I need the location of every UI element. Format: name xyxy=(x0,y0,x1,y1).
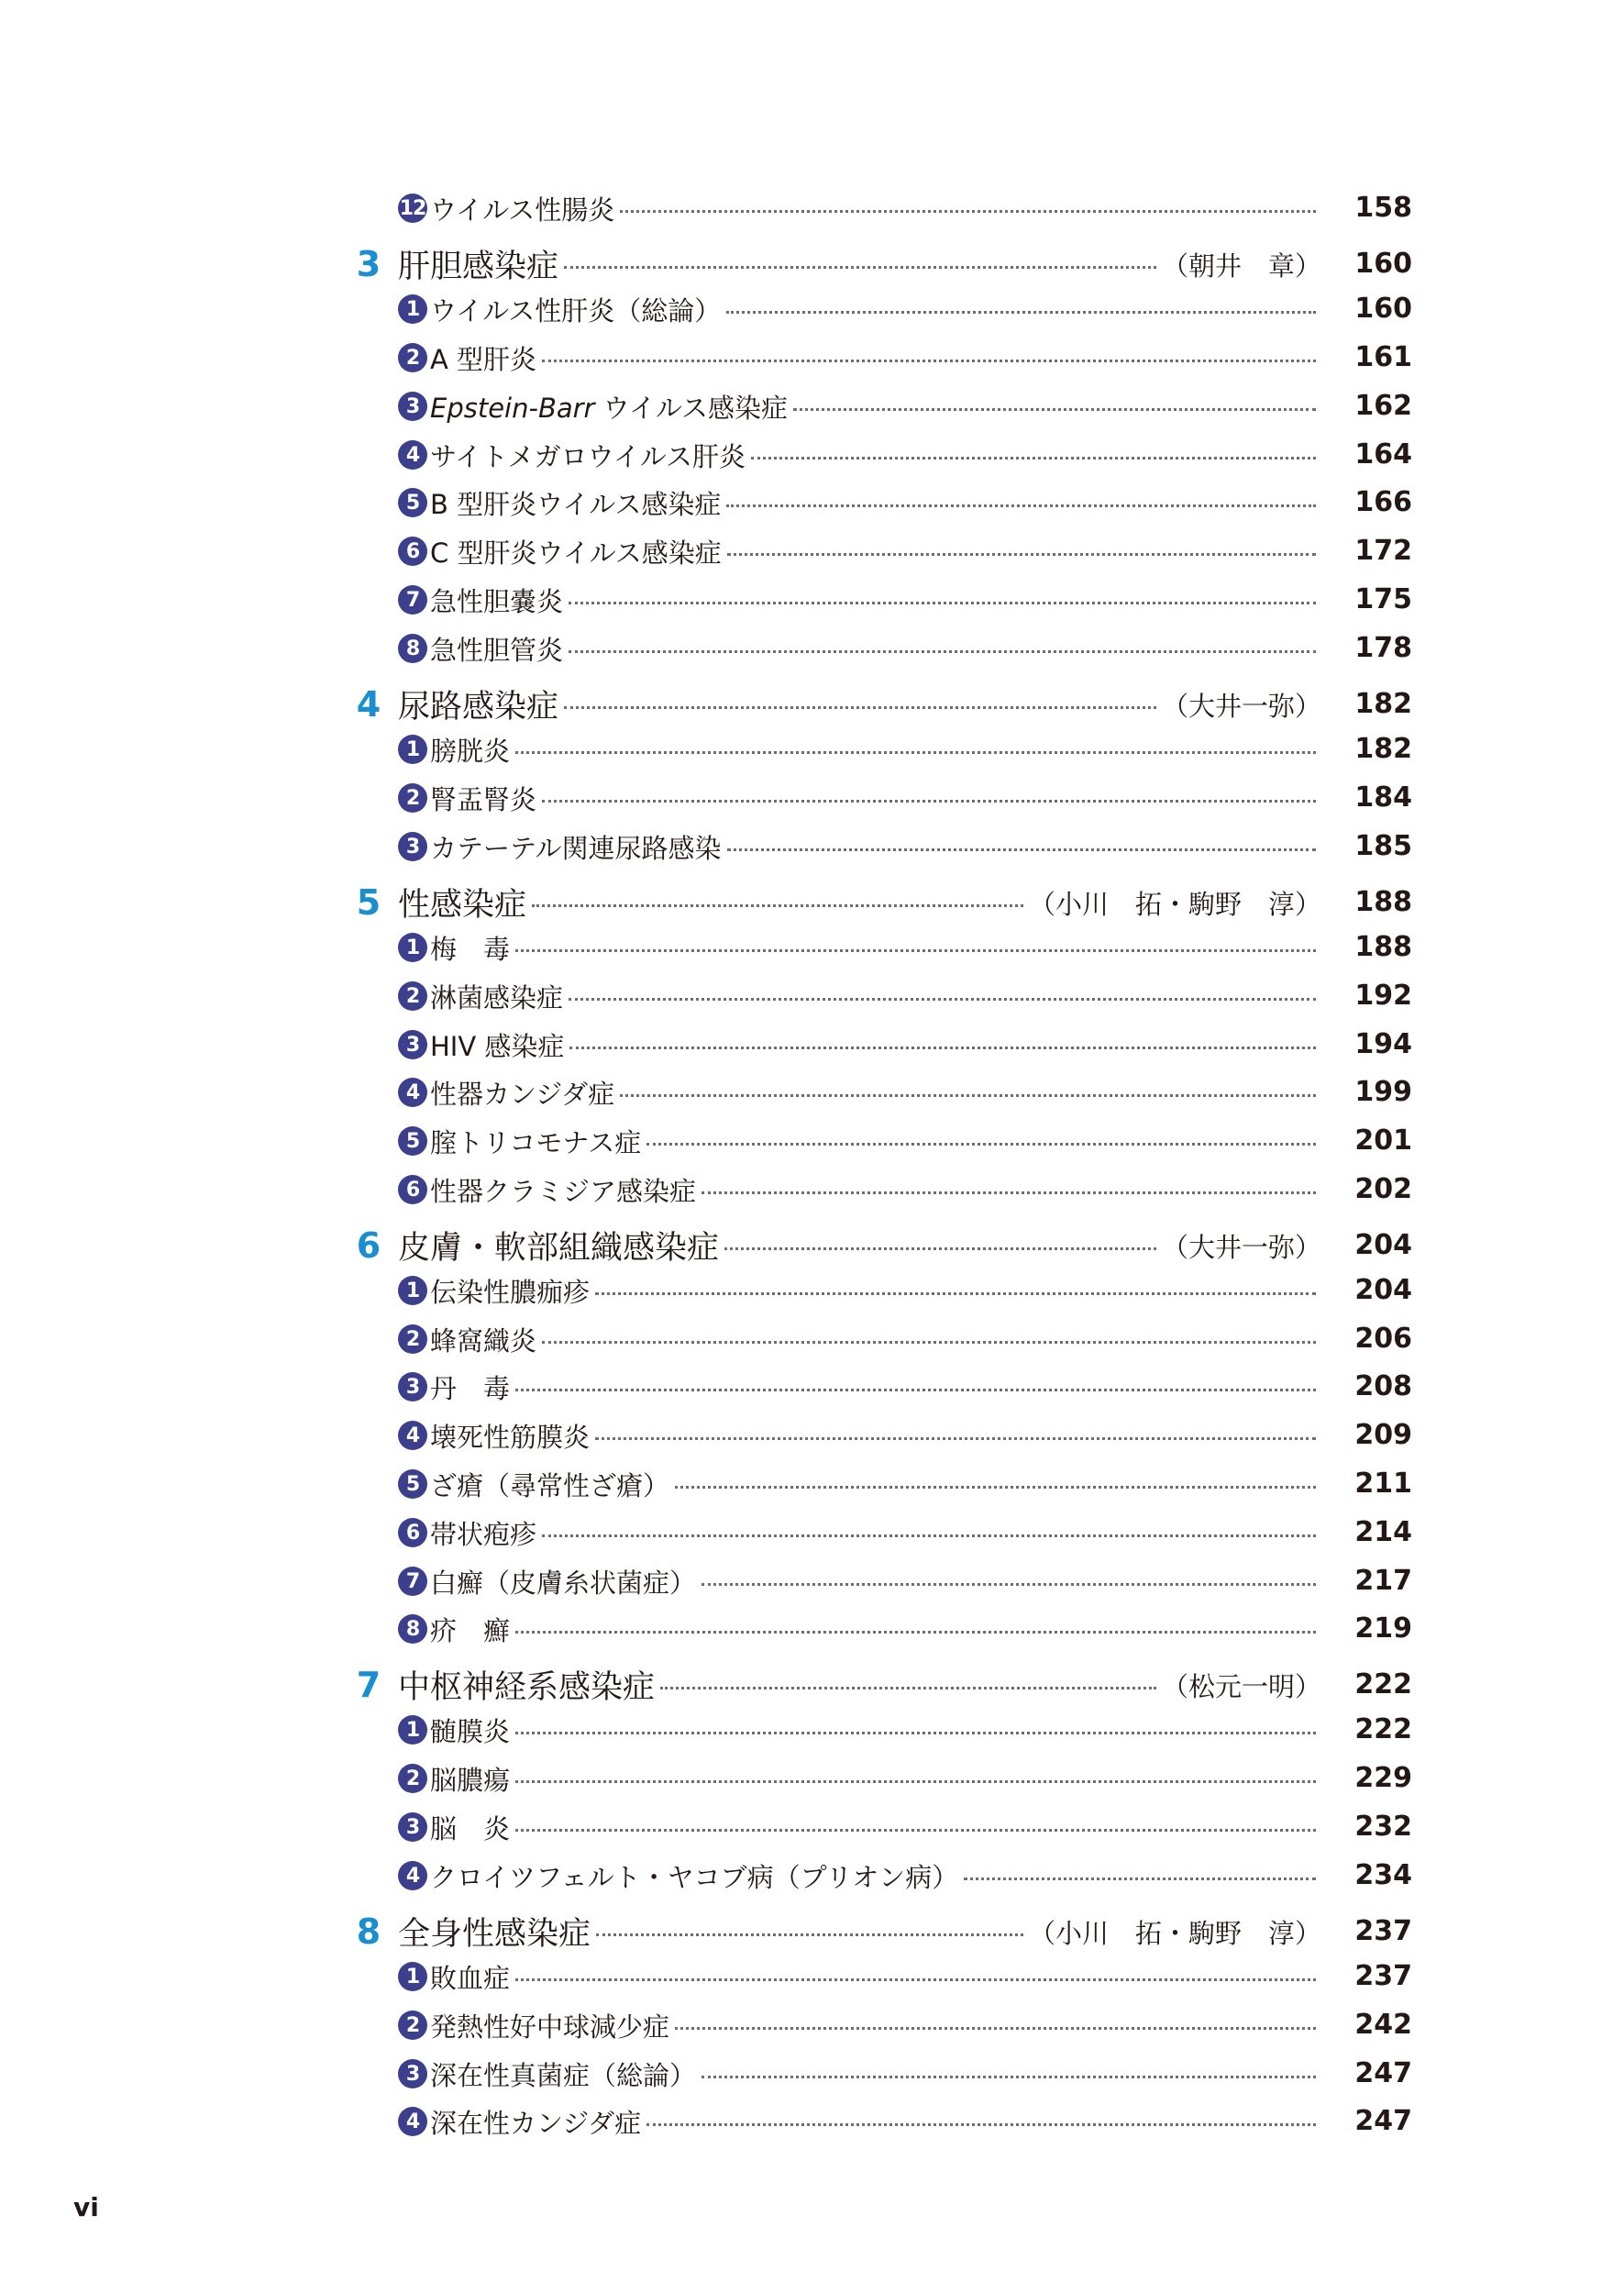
page-number: 206 xyxy=(1354,1323,1412,1355)
dot-leader xyxy=(564,706,1156,709)
entry-title: 伝染性膿痂疹 xyxy=(430,1276,591,1308)
entry-title: 梅 毒 xyxy=(430,933,511,965)
entry-line xyxy=(398,386,1321,426)
page-number: 208 xyxy=(1354,1370,1412,1402)
entry-number-badge: 3 xyxy=(398,1030,427,1059)
entry-line xyxy=(398,1855,1321,1896)
dot-leader xyxy=(515,1631,1316,1634)
dot-leader xyxy=(515,1389,1316,1391)
entry-number-badge: 2 xyxy=(398,783,427,813)
entry-title: 白癬（皮膚糸状菌症） xyxy=(430,1567,697,1599)
toc-entry-row[interactable] xyxy=(0,2005,1624,2045)
entry-line xyxy=(398,1956,1321,1997)
section-author: （大井一弥） xyxy=(1161,1231,1321,1263)
section-author: （大井一弥） xyxy=(1161,690,1321,722)
section-line xyxy=(398,681,1321,728)
entry-line xyxy=(398,628,1321,669)
entry-line xyxy=(398,976,1321,1016)
dot-leader xyxy=(542,1534,1316,1537)
entry-number-badge: 6 xyxy=(398,1175,427,1204)
page-number: 188 xyxy=(1354,886,1412,918)
entry-title: 脳膿瘍 xyxy=(430,1764,511,1796)
entry-number-badge: 2 xyxy=(398,1764,427,1793)
entry-title: カテーテル関連尿路感染 xyxy=(430,832,722,864)
entry-title: 深在性真菌症（総論） xyxy=(430,2059,697,2091)
entry-line xyxy=(398,1270,1321,1311)
toc-entry-row[interactable] xyxy=(0,1025,1624,1065)
dot-leader xyxy=(596,1933,1023,1936)
dot-leader xyxy=(569,998,1316,1001)
dot-leader xyxy=(751,457,1316,460)
page-number: 164 xyxy=(1354,438,1412,471)
entry-number-badge: 2 xyxy=(398,2011,427,2040)
entry-line xyxy=(398,1169,1321,1210)
section-line xyxy=(398,1908,1321,1955)
section-line xyxy=(398,1222,1321,1269)
entry-line xyxy=(398,778,1321,818)
entry-number-badge: 1 xyxy=(398,294,427,324)
page-number: 232 xyxy=(1354,1811,1412,1843)
page-number: 175 xyxy=(1354,583,1412,615)
toc-entry-row[interactable] xyxy=(0,386,1624,426)
dot-leader xyxy=(569,1047,1316,1049)
toc-entry-row[interactable] xyxy=(0,1609,1624,1649)
section-title: 肝胆感染症 xyxy=(398,249,559,285)
section-author: （小川 拓・駒野 淳） xyxy=(1028,888,1321,920)
entry-title: 発熱性好中球減少症 xyxy=(430,2011,670,2043)
entry-number-badge: 3 xyxy=(398,1812,427,1842)
dot-leader xyxy=(702,2076,1316,2078)
section-line xyxy=(398,1661,1321,1709)
dot-leader xyxy=(620,1094,1316,1097)
toc-section-row[interactable] xyxy=(0,1222,1624,1269)
toc-entry-row[interactable] xyxy=(0,1270,1624,1311)
entry-number-badge: 3 xyxy=(398,1372,427,1401)
entry-line xyxy=(398,338,1321,378)
dot-leader xyxy=(964,1878,1316,1880)
entry-title: 蜂窩織炎 xyxy=(430,1324,537,1357)
dot-leader xyxy=(724,1247,1156,1250)
entry-line xyxy=(398,1072,1321,1113)
toc-entry-row[interactable] xyxy=(0,338,1624,378)
dot-leader xyxy=(564,266,1156,269)
entry-title: B 型肝炎ウイルス感染症 xyxy=(430,488,722,520)
entry-line xyxy=(398,1512,1321,1553)
dot-leader xyxy=(675,2027,1316,2030)
entry-title-rest: ウイルス感染症 xyxy=(594,392,788,424)
entry-line xyxy=(398,826,1321,867)
dot-leader xyxy=(727,553,1316,556)
dot-leader xyxy=(646,2123,1316,2126)
page-number: 222 xyxy=(1354,1713,1412,1745)
entry-title-italic: Epstein-Barr xyxy=(430,392,595,424)
dot-leader xyxy=(569,602,1316,604)
entry-line xyxy=(398,1415,1321,1456)
entry-title: サイトメガロウイルス肝炎 xyxy=(430,440,746,472)
toc-entry-row[interactable] xyxy=(0,1415,1624,1456)
dot-leader xyxy=(569,650,1316,653)
dot-leader xyxy=(660,1687,1156,1689)
toc-entry-row[interactable] xyxy=(0,927,1624,968)
dot-leader xyxy=(675,1486,1316,1489)
dot-leader xyxy=(595,1292,1316,1295)
dot-leader xyxy=(646,1143,1316,1146)
entry-title: 深在性カンジダ症 xyxy=(430,2107,642,2139)
dot-leader xyxy=(726,311,1316,314)
toc-entry-row[interactable] xyxy=(0,628,1624,669)
entry-line xyxy=(398,1121,1321,1161)
section-number: 4 xyxy=(356,684,381,725)
entry-number-badge: 8 xyxy=(398,1614,427,1644)
entry-line xyxy=(398,1561,1321,1601)
entry-number-badge: 3 xyxy=(398,392,427,421)
entry-line xyxy=(398,1758,1321,1799)
page-number: 242 xyxy=(1354,2009,1412,2041)
entry-number-badge: 6 xyxy=(398,537,427,566)
entry-title: 髄膜炎 xyxy=(430,1715,511,1747)
section-number: 7 xyxy=(356,1665,381,1705)
page-number: 247 xyxy=(1354,2105,1412,2137)
entry-line xyxy=(398,531,1321,571)
section-author: （朝井 章） xyxy=(1161,249,1321,282)
toc-entry-row[interactable] xyxy=(0,1169,1624,1210)
entry-title: 腎盂腎炎 xyxy=(430,783,537,815)
entry-number-badge: 5 xyxy=(398,1469,427,1499)
page-number: 178 xyxy=(1354,632,1412,664)
page-number: 211 xyxy=(1354,1468,1412,1500)
section-line xyxy=(398,879,1321,926)
entry-line xyxy=(398,482,1321,523)
page-number: 199 xyxy=(1354,1076,1412,1108)
section-title: 皮膚・軟部組織感染症 xyxy=(398,1230,720,1267)
dot-leader xyxy=(727,848,1316,851)
entry-number-badge: 4 xyxy=(398,2107,427,2136)
dot-leader xyxy=(620,210,1316,213)
dot-leader xyxy=(542,800,1316,803)
entry-title: 帯状疱疹 xyxy=(430,1518,537,1550)
entry-title: 敗血症 xyxy=(430,1962,511,1994)
section-author: （松元一明） xyxy=(1161,1670,1321,1702)
toc-entry-row[interactable] xyxy=(0,580,1624,620)
page-number: 160 xyxy=(1354,248,1412,280)
page-number: 237 xyxy=(1354,1960,1412,1992)
entry-number-badge: 2 xyxy=(398,1324,427,1354)
toc-entry-row[interactable] xyxy=(0,188,1624,228)
entry-line xyxy=(398,927,1321,968)
toc-entry-row[interactable] xyxy=(0,482,1624,523)
dot-leader xyxy=(726,504,1316,507)
page-number: 182 xyxy=(1354,733,1412,765)
toc-entry-row[interactable] xyxy=(0,1855,1624,1896)
entry-number-badge: 4 xyxy=(398,1078,427,1107)
entry-number-badge: 7 xyxy=(398,1567,427,1596)
entry-number-badge: 4 xyxy=(398,1421,427,1450)
entry-line xyxy=(398,729,1321,770)
entry-line xyxy=(398,1367,1321,1407)
entry-number-badge: 12 xyxy=(398,194,427,223)
entry-title: 淋菌感染症 xyxy=(430,981,564,1014)
dot-leader xyxy=(515,1732,1316,1734)
entry-number-badge: 1 xyxy=(398,1962,427,1991)
entry-title: ウイルス性肝炎（総論） xyxy=(430,294,722,327)
page-number: 192 xyxy=(1354,980,1412,1012)
toc-entry-row[interactable] xyxy=(0,2101,1624,2142)
section-number: 8 xyxy=(356,1911,381,1952)
toc-entry-row[interactable] xyxy=(0,1710,1624,1750)
page-number: 158 xyxy=(1354,192,1412,224)
section-number: 5 xyxy=(356,882,381,923)
page-number: 234 xyxy=(1354,1859,1412,1891)
entry-number-badge: 1 xyxy=(398,933,427,962)
entry-number-badge: 1 xyxy=(398,735,427,764)
toc-entry-row[interactable] xyxy=(0,289,1624,329)
page-number: 237 xyxy=(1354,1915,1412,1947)
entry-title: 壊死性筋膜炎 xyxy=(430,1421,591,1453)
page-number: 162 xyxy=(1354,390,1412,422)
entry-line xyxy=(398,1609,1321,1649)
section-author: （小川 拓・駒野 淳） xyxy=(1028,1917,1321,1949)
entry-title: 性器クラミジア感染症 xyxy=(430,1175,697,1207)
entry-title: ウイルス性腸炎 xyxy=(430,194,615,226)
toc-entry-row[interactable] xyxy=(0,1807,1624,1847)
toc-entry-row[interactable] xyxy=(0,778,1624,818)
page-number: 201 xyxy=(1354,1124,1412,1157)
page-number: 202 xyxy=(1354,1173,1412,1205)
toc-entry-row[interactable] xyxy=(0,729,1624,770)
entry-title xyxy=(430,388,788,426)
entry-title: 性器カンジダ症 xyxy=(430,1078,615,1110)
page-number: 182 xyxy=(1354,688,1412,720)
entry-number-badge: 3 xyxy=(398,832,427,861)
page-number: 188 xyxy=(1354,931,1412,963)
entry-title: クロイツフェルト・ヤコブ病（プリオン病） xyxy=(430,1861,959,1893)
entry-line xyxy=(398,1807,1321,1847)
entry-number-badge: 6 xyxy=(398,1518,427,1547)
dot-leader xyxy=(542,1341,1316,1344)
dot-leader xyxy=(793,408,1316,411)
entry-number-badge: 5 xyxy=(398,1126,427,1156)
page-folio: vi xyxy=(73,2192,99,2222)
toc-section-row[interactable] xyxy=(0,240,1624,288)
entry-number-badge: 3 xyxy=(398,2059,427,2088)
dot-leader xyxy=(515,1780,1316,1783)
entry-line xyxy=(398,1710,1321,1750)
entry-title: 膀胱炎 xyxy=(430,735,511,767)
toc-entry-row[interactable] xyxy=(0,976,1624,1016)
page-number: 161 xyxy=(1354,341,1412,373)
page-number: 247 xyxy=(1354,2057,1412,2089)
entry-number-badge: 1 xyxy=(398,1276,427,1305)
page-number: 184 xyxy=(1354,781,1412,814)
entry-number-badge: 8 xyxy=(398,634,427,663)
toc-entry-row[interactable] xyxy=(0,1319,1624,1359)
dot-leader xyxy=(542,360,1316,362)
toc-entry-row[interactable] xyxy=(0,531,1624,571)
dot-leader xyxy=(515,1829,1316,1832)
toc-section-row[interactable] xyxy=(0,1908,1624,1955)
entry-title: A 型肝炎 xyxy=(430,343,537,375)
entry-title: 急性胆嚢炎 xyxy=(430,585,564,617)
entry-line xyxy=(398,1319,1321,1359)
dot-leader xyxy=(702,1191,1316,1194)
entry-number-badge: 7 xyxy=(398,585,427,615)
entry-line xyxy=(398,1464,1321,1504)
section-title: 中枢神経系感染症 xyxy=(398,1669,656,1706)
dot-leader xyxy=(515,751,1316,754)
entry-title: ざ瘡（尋常性ざ瘡） xyxy=(430,1469,670,1501)
page-number: 194 xyxy=(1354,1028,1412,1060)
entry-number-badge: 2 xyxy=(398,343,427,372)
toc-entry-row[interactable] xyxy=(0,2054,1624,2094)
entry-title: HIV 感染症 xyxy=(430,1030,565,1062)
toc-entry-row[interactable] xyxy=(0,1367,1624,1407)
toc-section-row[interactable] xyxy=(0,1661,1624,1709)
entry-title: 脳 炎 xyxy=(430,1812,511,1844)
entry-title: C 型肝炎ウイルス感染症 xyxy=(430,537,722,569)
toc-entry-row[interactable] xyxy=(0,1956,1624,1997)
page-number: 217 xyxy=(1354,1565,1412,1597)
section-title: 尿路感染症 xyxy=(398,689,559,726)
entry-line xyxy=(398,580,1321,620)
entry-number-badge: 4 xyxy=(398,1861,427,1890)
section-title: 全身性感染症 xyxy=(398,1916,591,1953)
entry-line xyxy=(398,2101,1321,2142)
toc-section-row[interactable] xyxy=(0,879,1624,926)
page-number: 222 xyxy=(1354,1668,1412,1700)
entry-number-badge: 1 xyxy=(398,1715,427,1745)
toc-entry-row[interactable] xyxy=(0,1464,1624,1504)
section-number: 3 xyxy=(356,244,381,284)
dot-leader xyxy=(515,1978,1316,1981)
page-number: 214 xyxy=(1354,1516,1412,1548)
entry-number-badge: 4 xyxy=(398,440,427,470)
entry-line xyxy=(398,188,1321,228)
entry-title: 急性胆管炎 xyxy=(430,634,564,666)
entry-line xyxy=(398,435,1321,475)
page-number: 160 xyxy=(1354,293,1412,325)
page-number: 219 xyxy=(1354,1612,1412,1645)
toc-entry-row[interactable] xyxy=(0,1561,1624,1601)
toc-entry-row[interactable] xyxy=(0,826,1624,867)
dot-leader xyxy=(595,1437,1316,1440)
entry-number-badge: 5 xyxy=(398,488,427,517)
toc-entry-row[interactable] xyxy=(0,1512,1624,1553)
page-number: 172 xyxy=(1354,535,1412,567)
toc-entry-row[interactable] xyxy=(0,1758,1624,1799)
entry-line xyxy=(398,2054,1321,2094)
page-number: 229 xyxy=(1354,1762,1412,1794)
page-number: 209 xyxy=(1354,1419,1412,1451)
toc-entry-row[interactable] xyxy=(0,435,1624,475)
page-number: 185 xyxy=(1354,830,1412,862)
page-number: 166 xyxy=(1354,486,1412,518)
dot-leader xyxy=(702,1583,1316,1586)
page-number: 204 xyxy=(1354,1274,1412,1306)
section-line xyxy=(398,240,1321,288)
page-number: 204 xyxy=(1354,1229,1412,1261)
section-title: 性感染症 xyxy=(398,887,527,924)
toc-entry-row[interactable] xyxy=(0,1121,1624,1161)
dot-leader xyxy=(532,904,1023,907)
entry-line xyxy=(398,1025,1321,1065)
section-number: 6 xyxy=(356,1225,381,1266)
entry-line xyxy=(398,289,1321,329)
entry-title: 腟トリコモナス症 xyxy=(430,1126,642,1158)
entry-line xyxy=(398,2005,1321,2045)
entry-title: 疥 癬 xyxy=(430,1614,511,1646)
toc-section-row[interactable] xyxy=(0,681,1624,728)
entry-title: 丹 毒 xyxy=(430,1372,511,1404)
toc-entry-row[interactable] xyxy=(0,1072,1624,1113)
entry-number-badge: 2 xyxy=(398,981,427,1011)
dot-leader xyxy=(515,949,1316,952)
